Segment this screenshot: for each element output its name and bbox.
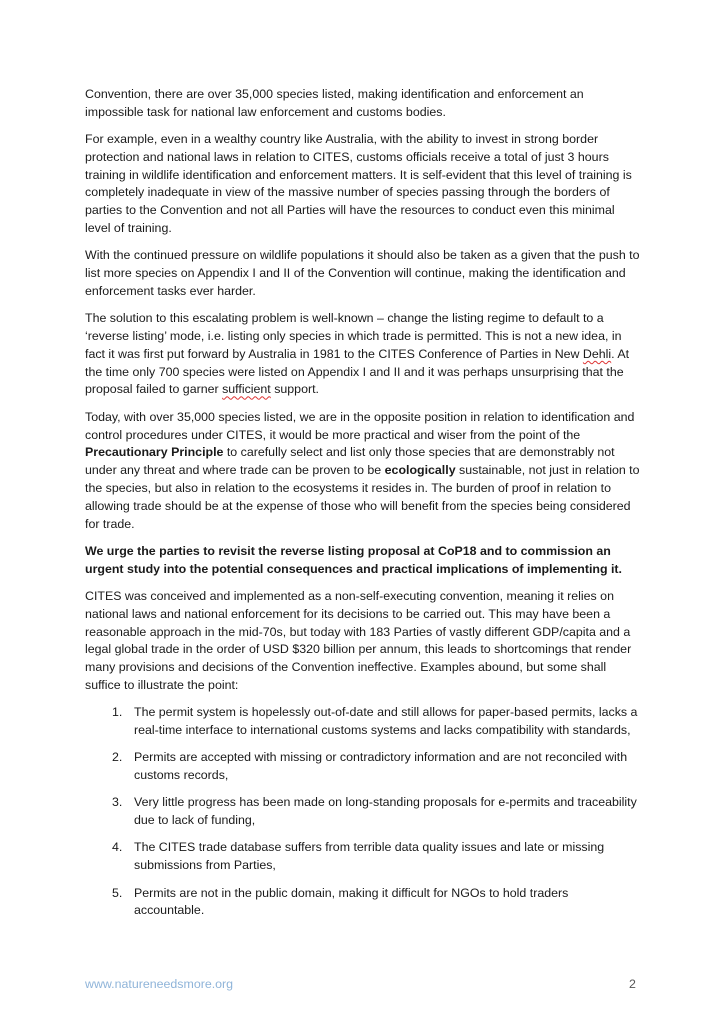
paragraph-5-text: sustainable, not just in relation to the species, but also in relation to the ecosystems it resides in. The burden of proof in relation to allowing trade should be at the expense of those who will benefit from the species being considered for trade. [85,463,640,531]
paragraph-5 [85,409,640,534]
list-text: Permits are not in the public domain, making it difficult for NGOs to hold traders accountable. [134,885,569,918]
call-to-action: We urge the parties to revisit the reverse listing proposal at CoP18 and to commission an urgent study into the potential consequences and practical implications of implementing it. [85,543,622,576]
list-number: 4. [112,840,123,855]
paragraph-3: With the continued pressure on wildlife populations it should also be taken as a given that the push to list more species on Appendix I and II of the Convention will continue, making the identification and enforcement tasks ever harder. [85,248,640,298]
paragraph-7: CITES was conceived and implemented as a non-self-executing convention, meaning it relies on national laws and national enforcement for its decisions to be carried out. This may have been a reasonable approach in the mid-70s, but today with 183 Parties of vastly different GDP/capita and a legal global trade in the order of USD $320 billion per annum, this leads to shortcomings that render many provisions and decisions of the Convention ineffective. Examples abound, but some shall suffice to illustrate the point: [85,588,632,692]
list-text: The CITES trade database suffers from terrible data quality issues and late or missing submissions from Parties, [134,840,605,873]
list-item [85,704,640,740]
paragraph-5-text: Today, with over 35,000 species listed, we are in the opposite position in relation to identification and control procedures under CITES, it would be more practical and wiser from the point of the [85,409,635,442]
footer-website-link[interactable]: www.natureneedsmore.org [85,977,234,991]
paragraph-1: Convention, there are over 35,000 species listed, making identification and enforcement an impossible task for national law enforcement and customs bodies. [85,87,584,119]
page-number: 2 [629,977,636,991]
list-text: The permit system is hopelessly out-of-date and still allows for paper-based permits, lacks a real-time interface to international customs systems and lacks compatibility with standards, [134,705,638,737]
list-text: Very little progress has been made on long-standing proposals for e-permits and traceability due to lack of funding, [134,795,637,828]
list-number: 5. [112,885,123,900]
list-text: Permits are accepted with missing or contradictory information and are not reconciled with customs records, [134,750,628,783]
list-number: 2. [112,750,123,765]
paragraph-4-text: The solution to this escalating problem is well-known – change the listing regime to default to a ‘reverse listing’ mode, i.e. listing only species in which trade is permitted. This is not a new idea, in fact it was first put forward by Australia in 1981 to the CITES Conference of Parties in New [85,311,622,361]
list-number: 3. [112,795,123,810]
paragraph-4-text: support. [270,382,319,397]
list-item [85,794,640,830]
paragraph-4 [85,310,640,399]
shortcomings-list [85,704,640,920]
list-item [85,749,640,785]
list-item [85,885,640,921]
bold-term: Precautionary Principle [85,445,224,460]
paragraph-5-text: to carefully select and list only those species that are demonstrably not under any threat and where trade can be proven to be [85,445,615,478]
document-body [85,86,640,930]
paragraph-2: For example, even in a wealthy country like Australia, with the ability to invest in strong border protection and national laws in relation to CITES, customs officials receive a total of just 3 hours training in wildlife identification and enforcement matters. It is self-evident that this level of training is completely inadequate in view of the massive number of species passing through the borders of parties to the Convention and not all Parties will have the resources to conduct even this minimal level of training. [85,132,632,236]
misspelled-word[interactable]: Dehli [582,346,612,361]
paragraph-4-text: . At the time only 700 species were listed on Appendix I and II and it was perhaps unsurprising that the proposal failed to garner [85,346,630,397]
bold-term: ecologically [384,463,456,478]
list-item [85,839,640,875]
misspelled-word[interactable]: sufficient [222,382,271,397]
list-number: 1. [112,705,123,720]
